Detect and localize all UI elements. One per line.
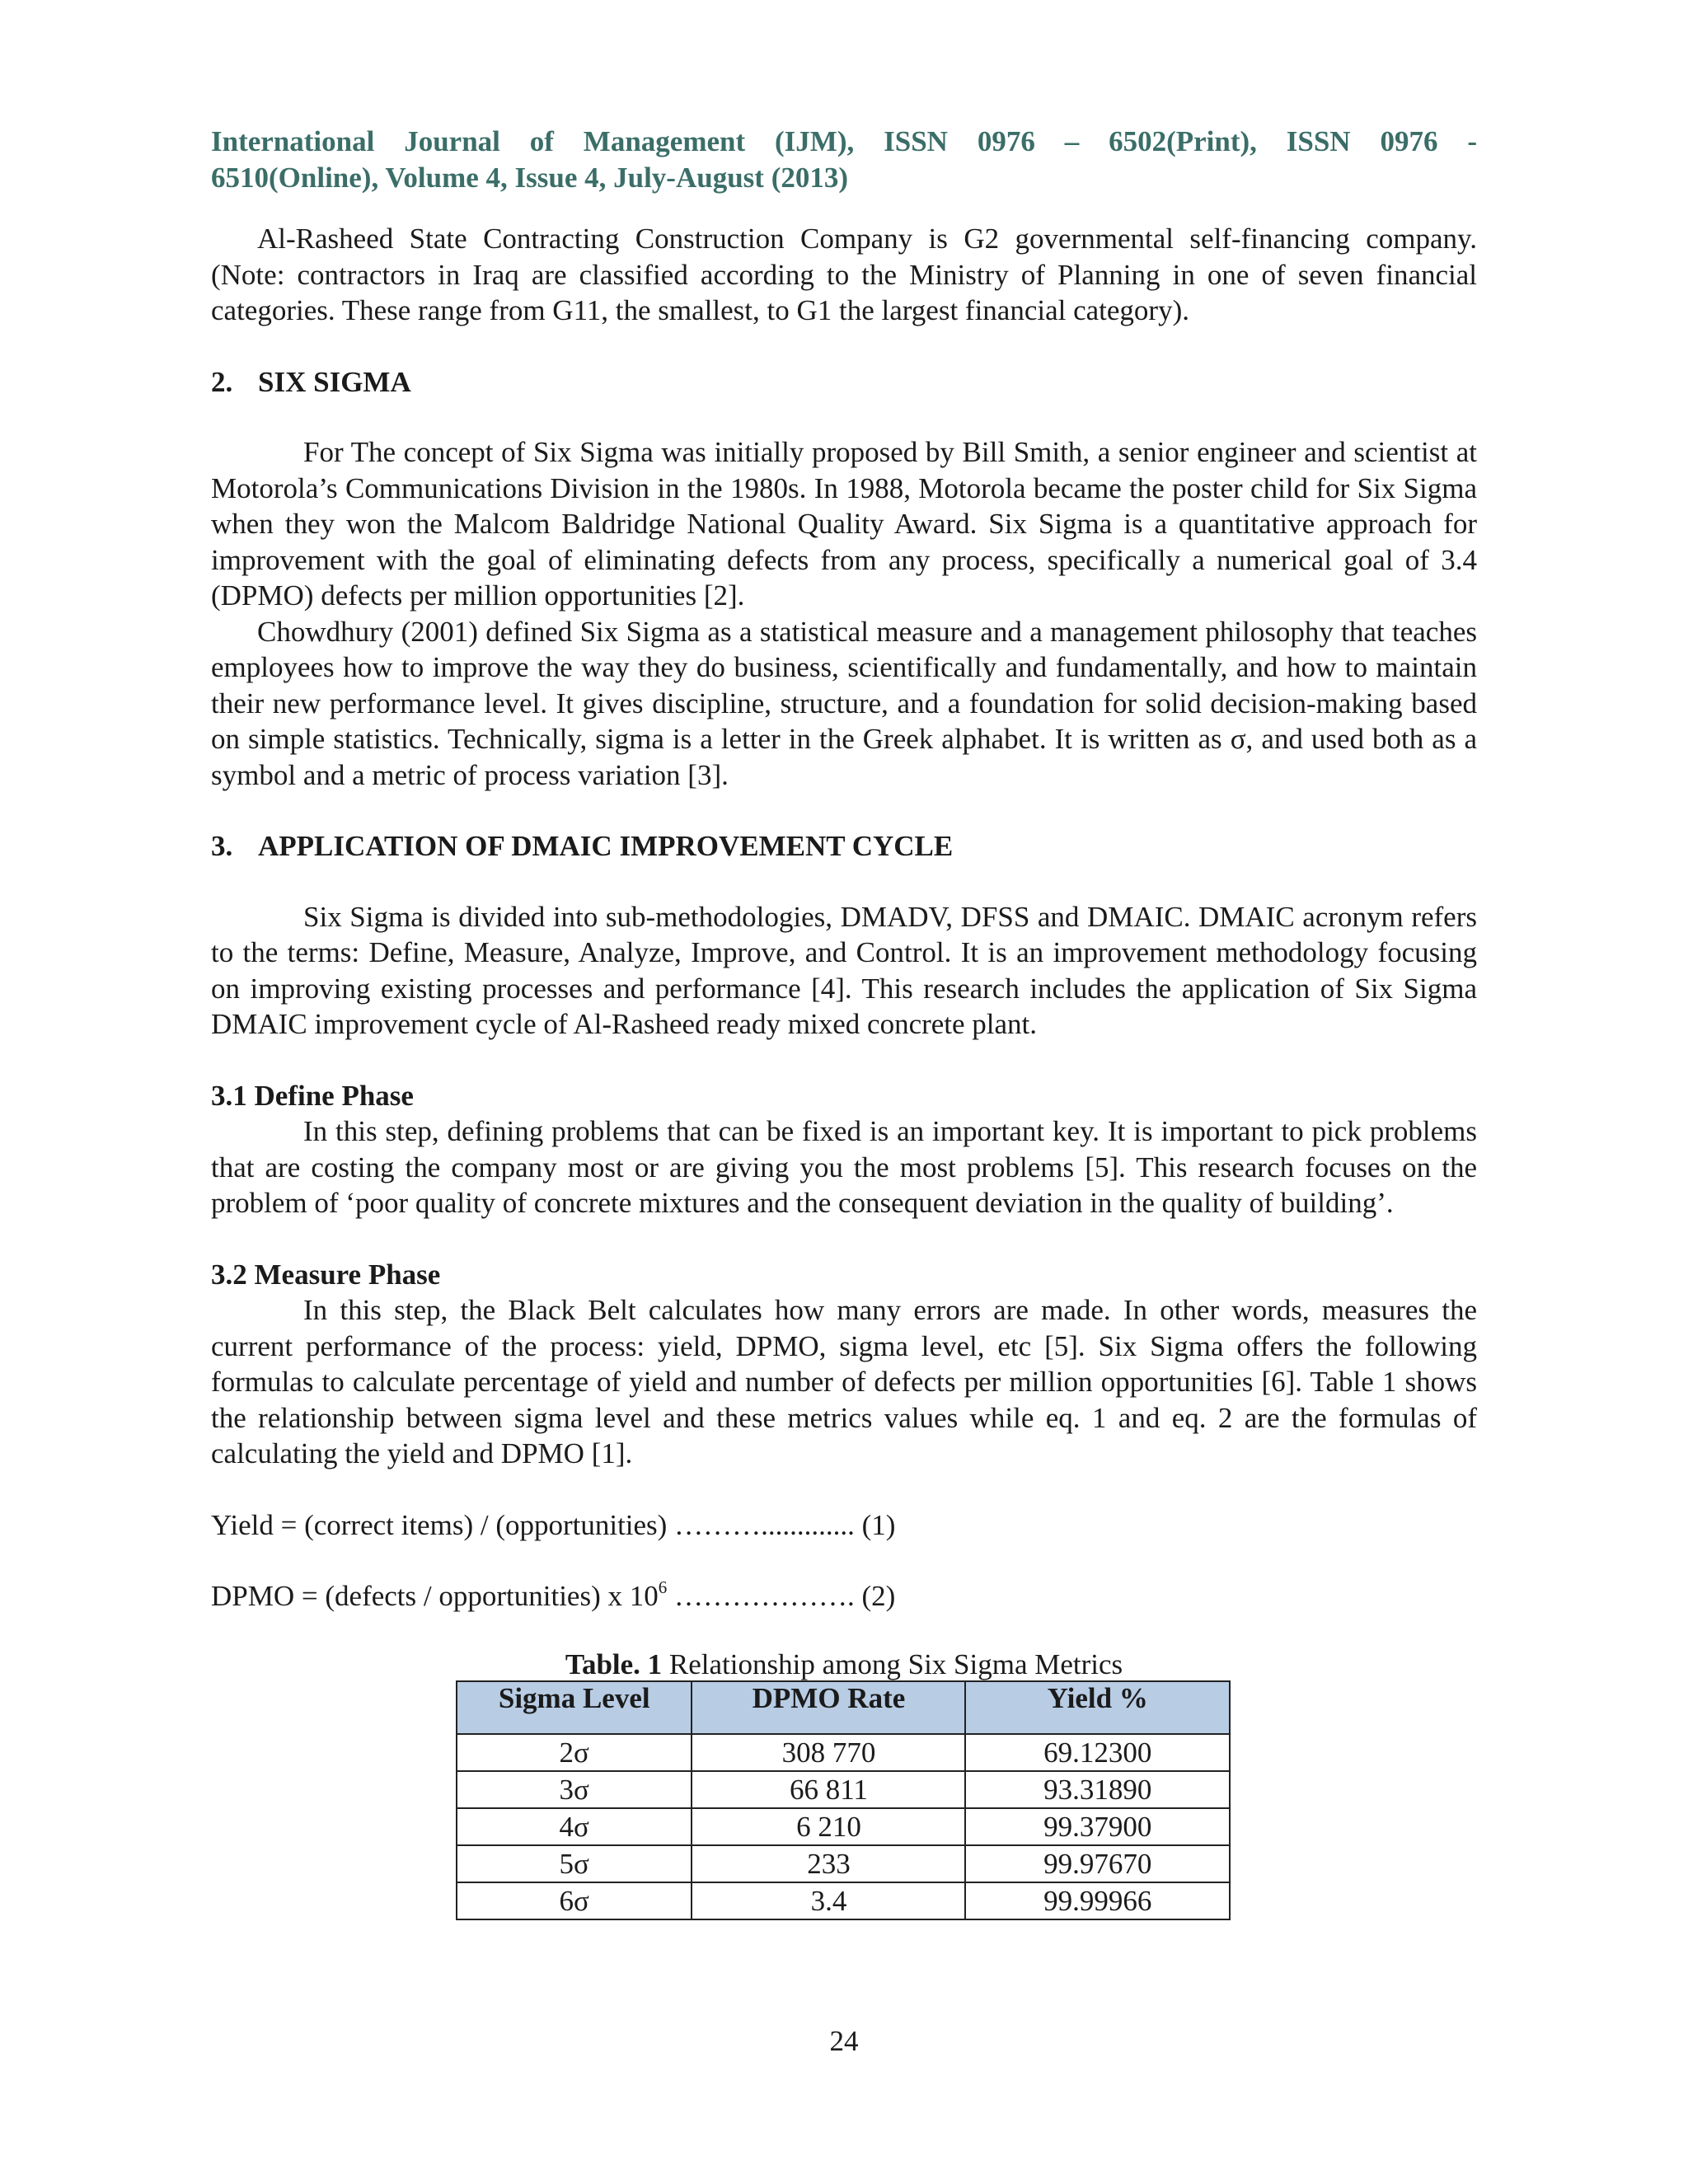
table-row [457, 1734, 1230, 1771]
cell-sigma-level: 3σ [457, 1771, 692, 1808]
cell-yield: 99.97670 [965, 1845, 1230, 1882]
section-2-paragraph-1: For The concept of Six Sigma was initially proposed by Bill Smith, a senior engineer and scientist at Motorola’s Communications Division in the 1980s. In 1988, Motorola became the poster child for Six Sigma when they won the Malcom Baldridge National Quality Award. Six Sigma is a quantitative approach for improvement with the goal of eliminating defects from any process, specifically a numerical goal of 3.4 (DPMO) defects per million opportunities [2]. [211, 436, 1477, 612]
equation-2 [211, 1578, 1477, 1615]
table-row [457, 1808, 1230, 1845]
section-2-heading [211, 364, 1477, 401]
header-yield: Yield % [965, 1681, 1230, 1734]
equation-1: Yield = (correct items) / (opportunities) ………............. (1) [211, 1508, 896, 1541]
cell-sigma-level: 4σ [457, 1808, 692, 1845]
cell-yield: 99.37900 [965, 1808, 1230, 1845]
section-2-number: 2. [211, 365, 233, 398]
cell-dpmo-rate: 66 811 [692, 1771, 965, 1808]
section-3-1-heading: 3.1 Define Phase [211, 1079, 414, 1112]
section-3-paragraph: Six Sigma is divided into sub-methodologies, DMADV, DFSS and DMAIC. DMAIC acronym refers to the terms: Define, Measure, Analyze, Improve, and Control. It is an improvement methodology focusing on improving existing processes and performance [4]. This research includes the application of Six Sigma DMAIC improvement cycle of Al-Rasheed ready mixed concrete plant. [211, 900, 1477, 1040]
section-3-number: 3. [211, 830, 233, 862]
section-3-heading [211, 828, 1477, 865]
header-sigma-level: Sigma Level [457, 1681, 692, 1734]
intro-paragraph: Al-Rasheed State Contracting Construction Company is G2 governmental self-financing company. (Note: contractors in Iraq are classified according to the Ministry of Planning in one of seven financial categories. These range from G11, the smallest, to G1 the largest financial category). [211, 223, 1477, 326]
table-1-caption [211, 1649, 1477, 1680]
section-3-2-paragraph: In this step, the Black Belt calculates how many errors are made. In other words, measures the current performance of the process: yield, DPMO, sigma level, etc [5]. Six Sigma offers the following formulas to calculate percentage of yield and number of defects per million opportunities [6]. Table 1 shows the relationship between sigma level and these metrics values while eq. 1 and eq. 2 are the formulas of calculating the yield and DPMO [1]. [211, 1294, 1477, 1469]
table-row [457, 1845, 1230, 1882]
table-1-caption-text: Relationship among Six Sigma Metrics [662, 1647, 1123, 1680]
cell-sigma-level: 5σ [457, 1845, 692, 1882]
cell-yield: 69.12300 [965, 1734, 1230, 1771]
equation-2-prefix: DPMO = (defects / opportunities) x 10 [211, 1580, 659, 1612]
cell-sigma-level: 2σ [457, 1734, 692, 1771]
table-row [457, 1882, 1230, 1919]
cell-dpmo-rate: 6 210 [692, 1808, 965, 1845]
header-dpmo-rate: DPMO Rate [692, 1681, 965, 1734]
cell-dpmo-rate: 308 770 [692, 1734, 965, 1771]
equation-2-exponent: 6 [658, 1577, 668, 1597]
page-content [211, 124, 1477, 1920]
section-3-title: APPLICATION OF DMAIC IMPROVEMENT CYCLE [258, 830, 954, 862]
journal-header-line1: International Journal of Management (IJM), ISSN 0976 – 6502(Print), ISSN 0976 - [211, 125, 1477, 157]
six-sigma-metrics-table [456, 1680, 1231, 1920]
cell-yield: 99.99966 [965, 1882, 1230, 1919]
section-3-2-heading: 3.2 Measure Phase [211, 1258, 441, 1291]
page-number: 24 [829, 2025, 859, 2057]
journal-header [211, 124, 1477, 196]
journal-header-line2: 6510(Online), Volume 4, Issue 4, July-August (2013) [211, 162, 849, 194]
equation-2-suffix: ………………. (2) [667, 1580, 896, 1612]
table-header-row [457, 1681, 1230, 1734]
section-2-paragraph-2: Chowdhury (2001) defined Six Sigma as a statistical measure and a management philosophy that teaches employees how to improve the way they do business, scientifically and fundamentally, and how to maintain their new performance level. It gives discipline, structure, and a foundation for solid decision-making based on simple statistics. Technically, sigma is a letter in the Greek alphabet. It is written as σ, and used both as a symbol and a metric of process variation [3]. [211, 615, 1477, 791]
table-row [457, 1771, 1230, 1808]
cell-dpmo-rate: 3.4 [692, 1882, 965, 1919]
cell-sigma-level: 6σ [457, 1882, 692, 1919]
section-2-title: SIX SIGMA [258, 365, 411, 398]
section-3-1-paragraph: In this step, defining problems that can be fixed is an important key. It is important to pick problems that are costing the company most or are giving you the most problems [5]. This research focuses on the problem of ‘poor quality of concrete mixtures and the consequent deviation in the quality of building’. [211, 1115, 1477, 1219]
cell-yield: 93.31890 [965, 1771, 1230, 1808]
cell-dpmo-rate: 233 [692, 1845, 965, 1882]
table-1-caption-label: Table. 1 [565, 1647, 663, 1680]
